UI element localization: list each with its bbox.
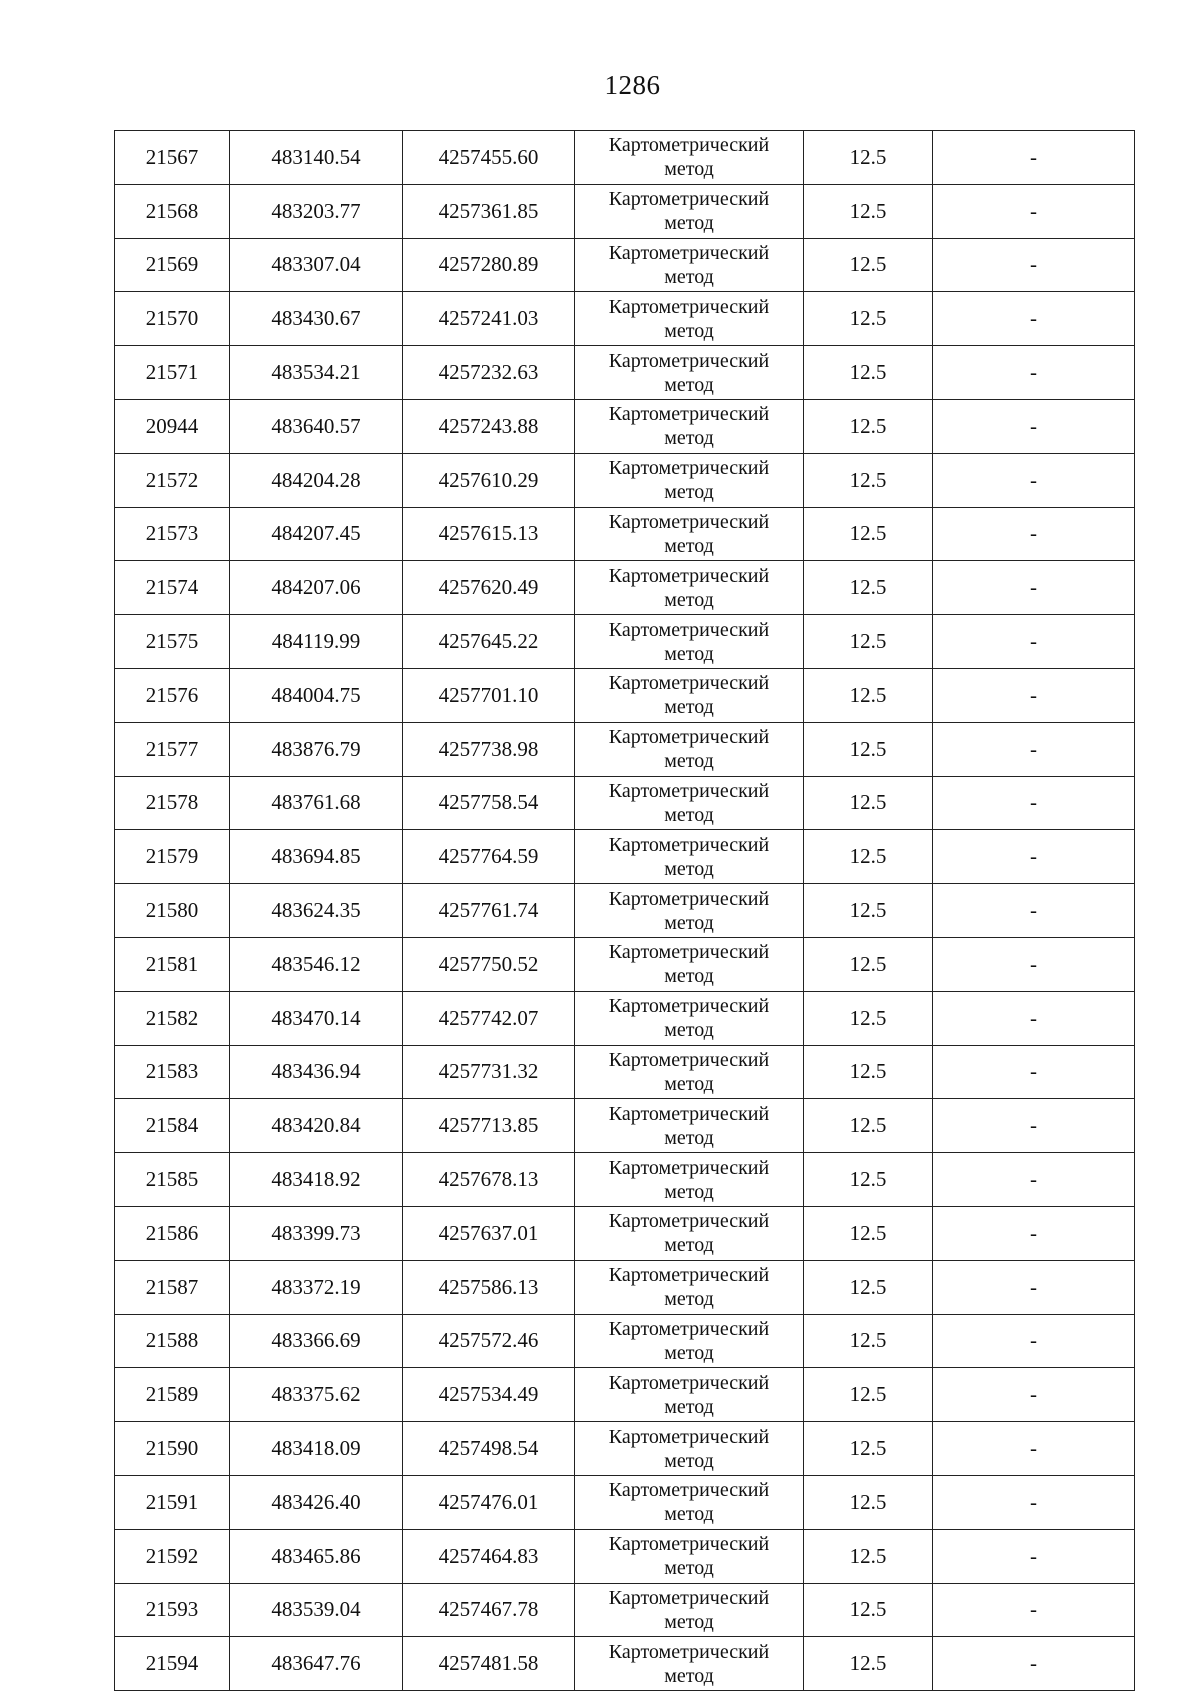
- note-cell: -: [933, 184, 1135, 238]
- x-coordinate-cell: 484207.06: [230, 561, 403, 615]
- table-row: [115, 453, 1135, 507]
- table-row: [115, 1475, 1135, 1529]
- table-row: [115, 1368, 1135, 1422]
- note-cell: -: [933, 1314, 1135, 1368]
- note-cell: -: [933, 1045, 1135, 1099]
- accuracy-cell: 12.5: [804, 1099, 933, 1153]
- method-line: Картометрический: [608, 1264, 770, 1287]
- method-line: метод: [664, 857, 714, 880]
- x-coordinate-cell: 484207.45: [230, 507, 403, 561]
- table-row: [115, 1422, 1135, 1476]
- note-cell: -: [933, 292, 1135, 346]
- note-cell: -: [933, 453, 1135, 507]
- accuracy-cell: 12.5: [804, 1583, 933, 1637]
- method-cell: [575, 1260, 804, 1314]
- y-coordinate-cell: 4257476.01: [403, 1475, 575, 1529]
- note-cell: -: [933, 991, 1135, 1045]
- method-cell: [575, 346, 804, 400]
- method-line: Картометрический: [608, 457, 770, 480]
- y-coordinate-cell: 4257645.22: [403, 615, 575, 669]
- y-coordinate-cell: 4257615.13: [403, 507, 575, 561]
- x-coordinate-cell: 483418.92: [230, 1153, 403, 1207]
- note-cell: -: [933, 1260, 1135, 1314]
- method-line: Картометрический: [608, 564, 770, 587]
- note-cell: -: [933, 668, 1135, 722]
- method-line: Картометрический: [608, 995, 770, 1018]
- method-cell: [575, 1153, 804, 1207]
- note-cell: -: [933, 722, 1135, 776]
- x-coordinate-cell: 483546.12: [230, 937, 403, 991]
- note-cell: -: [933, 1583, 1135, 1637]
- point-id-cell: 21594: [115, 1637, 230, 1691]
- y-coordinate-cell: 4257481.58: [403, 1637, 575, 1691]
- method-line: Картометрический: [608, 1156, 770, 1179]
- method-line: Картометрический: [608, 1640, 770, 1663]
- table-row: [115, 776, 1135, 830]
- point-id-cell: 21581: [115, 937, 230, 991]
- y-coordinate-cell: 4257241.03: [403, 292, 575, 346]
- x-coordinate-cell: 483624.35: [230, 884, 403, 938]
- note-cell: -: [933, 1206, 1135, 1260]
- table-row: [115, 561, 1135, 615]
- accuracy-cell: 12.5: [804, 1260, 933, 1314]
- method-line: метод: [664, 1288, 714, 1311]
- method-line: Картометрический: [608, 241, 770, 264]
- x-coordinate-cell: 483366.69: [230, 1314, 403, 1368]
- accuracy-cell: 12.5: [804, 346, 933, 400]
- point-id-cell: 21570: [115, 292, 230, 346]
- method-line: Картометрический: [608, 1371, 770, 1394]
- y-coordinate-cell: 4257572.46: [403, 1314, 575, 1368]
- accuracy-cell: 12.5: [804, 1206, 933, 1260]
- note-cell: -: [933, 830, 1135, 884]
- table-row: [115, 131, 1135, 185]
- x-coordinate-cell: 483418.09: [230, 1422, 403, 1476]
- point-id-cell: 21571: [115, 346, 230, 400]
- point-id-cell: 21567: [115, 131, 230, 185]
- point-id-cell: 20944: [115, 399, 230, 453]
- method-line: метод: [664, 265, 714, 288]
- table-row: [115, 884, 1135, 938]
- table-row: [115, 1206, 1135, 1260]
- point-id-cell: 21573: [115, 507, 230, 561]
- point-id-cell: 21584: [115, 1099, 230, 1153]
- method-line: метод: [664, 212, 714, 235]
- point-id-cell: 21593: [115, 1583, 230, 1637]
- note-cell: -: [933, 615, 1135, 669]
- table-row: [115, 399, 1135, 453]
- accuracy-cell: 12.5: [804, 991, 933, 1045]
- method-line: метод: [664, 158, 714, 181]
- y-coordinate-cell: 4257750.52: [403, 937, 575, 991]
- method-line: метод: [664, 1019, 714, 1042]
- y-coordinate-cell: 4257713.85: [403, 1099, 575, 1153]
- method-line: метод: [664, 803, 714, 826]
- method-line: Картометрический: [608, 1479, 770, 1502]
- y-coordinate-cell: 4257498.54: [403, 1422, 575, 1476]
- table-row: [115, 1583, 1135, 1637]
- point-id-cell: 21588: [115, 1314, 230, 1368]
- x-coordinate-cell: 483761.68: [230, 776, 403, 830]
- method-cell: [575, 184, 804, 238]
- method-line: метод: [664, 1234, 714, 1257]
- point-id-cell: 21582: [115, 991, 230, 1045]
- point-id-cell: 21568: [115, 184, 230, 238]
- point-id-cell: 21587: [115, 1260, 230, 1314]
- x-coordinate-cell: 483647.76: [230, 1637, 403, 1691]
- method-cell: [575, 561, 804, 615]
- accuracy-cell: 12.5: [804, 1422, 933, 1476]
- accuracy-cell: 12.5: [804, 507, 933, 561]
- method-line: Картометрический: [608, 295, 770, 318]
- method-cell: [575, 1206, 804, 1260]
- accuracy-cell: 12.5: [804, 131, 933, 185]
- point-id-cell: 21577: [115, 722, 230, 776]
- note-cell: -: [933, 1099, 1135, 1153]
- table-row: [115, 238, 1135, 292]
- x-coordinate-cell: 483876.79: [230, 722, 403, 776]
- accuracy-cell: 12.5: [804, 937, 933, 991]
- method-cell: [575, 1475, 804, 1529]
- method-line: Картометрический: [608, 833, 770, 856]
- method-cell: [575, 668, 804, 722]
- method-line: метод: [664, 534, 714, 557]
- accuracy-cell: 12.5: [804, 668, 933, 722]
- method-cell: [575, 1314, 804, 1368]
- method-cell: [575, 937, 804, 991]
- x-coordinate-cell: 484119.99: [230, 615, 403, 669]
- accuracy-cell: 12.5: [804, 830, 933, 884]
- y-coordinate-cell: 4257586.13: [403, 1260, 575, 1314]
- method-cell: [575, 292, 804, 346]
- table-row: [115, 937, 1135, 991]
- method-cell: [575, 722, 804, 776]
- y-coordinate-cell: 4257701.10: [403, 668, 575, 722]
- point-id-cell: 21585: [115, 1153, 230, 1207]
- table-row: [115, 1045, 1135, 1099]
- method-cell: [575, 1045, 804, 1099]
- method-cell: [575, 1637, 804, 1691]
- point-id-cell: 21586: [115, 1206, 230, 1260]
- table-row: [115, 615, 1135, 669]
- method-cell: [575, 131, 804, 185]
- point-id-cell: 21572: [115, 453, 230, 507]
- y-coordinate-cell: 4257455.60: [403, 131, 575, 185]
- point-id-cell: 21579: [115, 830, 230, 884]
- method-line: метод: [664, 319, 714, 342]
- accuracy-cell: 12.5: [804, 1045, 933, 1099]
- point-id-cell: 21589: [115, 1368, 230, 1422]
- x-coordinate-cell: 483534.21: [230, 346, 403, 400]
- x-coordinate-cell: 483426.40: [230, 1475, 403, 1529]
- point-id-cell: 21591: [115, 1475, 230, 1529]
- table-row: [115, 507, 1135, 561]
- method-cell: [575, 991, 804, 1045]
- x-coordinate-cell: 483307.04: [230, 238, 403, 292]
- accuracy-cell: 12.5: [804, 1368, 933, 1422]
- method-line: метод: [664, 1395, 714, 1418]
- x-coordinate-cell: 483203.77: [230, 184, 403, 238]
- note-cell: -: [933, 884, 1135, 938]
- method-cell: [575, 453, 804, 507]
- accuracy-cell: 12.5: [804, 453, 933, 507]
- method-line: метод: [664, 481, 714, 504]
- method-line: метод: [664, 1341, 714, 1364]
- x-coordinate-cell: 483375.62: [230, 1368, 403, 1422]
- accuracy-cell: 12.5: [804, 399, 933, 453]
- method-line: Картометрический: [608, 672, 770, 695]
- method-line: метод: [664, 1664, 714, 1687]
- point-id-cell: 21575: [115, 615, 230, 669]
- accuracy-cell: 12.5: [804, 1637, 933, 1691]
- point-id-cell: 21574: [115, 561, 230, 615]
- coordinates-table-body: [115, 131, 1135, 1691]
- point-id-cell: 21592: [115, 1529, 230, 1583]
- y-coordinate-cell: 4257761.74: [403, 884, 575, 938]
- method-line: метод: [664, 642, 714, 665]
- point-id-cell: 21576: [115, 668, 230, 722]
- method-line: метод: [664, 1610, 714, 1633]
- x-coordinate-cell: 483694.85: [230, 830, 403, 884]
- y-coordinate-cell: 4257742.07: [403, 991, 575, 1045]
- method-line: метод: [664, 1503, 714, 1526]
- method-line: Картометрический: [608, 1586, 770, 1609]
- method-cell: [575, 1099, 804, 1153]
- table-row: [115, 991, 1135, 1045]
- table-row: [115, 1153, 1135, 1207]
- method-line: Картометрический: [608, 134, 770, 157]
- x-coordinate-cell: 483465.86: [230, 1529, 403, 1583]
- note-cell: -: [933, 131, 1135, 185]
- x-coordinate-cell: 483140.54: [230, 131, 403, 185]
- table-row: [115, 1637, 1135, 1691]
- note-cell: -: [933, 507, 1135, 561]
- method-cell: [575, 830, 804, 884]
- method-line: Картометрический: [608, 618, 770, 641]
- point-id-cell: 21580: [115, 884, 230, 938]
- accuracy-cell: 12.5: [804, 1475, 933, 1529]
- accuracy-cell: 12.5: [804, 722, 933, 776]
- method-line: Картометрический: [608, 726, 770, 749]
- note-cell: -: [933, 561, 1135, 615]
- method-cell: [575, 1529, 804, 1583]
- table-row: [115, 722, 1135, 776]
- method-line: метод: [664, 1072, 714, 1095]
- method-line: метод: [664, 373, 714, 396]
- method-line: метод: [664, 1449, 714, 1472]
- x-coordinate-cell: 483430.67: [230, 292, 403, 346]
- note-cell: -: [933, 399, 1135, 453]
- table-row: [115, 668, 1135, 722]
- method-line: Картометрический: [608, 1102, 770, 1125]
- method-line: метод: [664, 588, 714, 611]
- method-line: Картометрический: [608, 887, 770, 910]
- y-coordinate-cell: 4257280.89: [403, 238, 575, 292]
- y-coordinate-cell: 4257764.59: [403, 830, 575, 884]
- x-coordinate-cell: 484204.28: [230, 453, 403, 507]
- x-coordinate-cell: 483539.04: [230, 1583, 403, 1637]
- method-line: метод: [664, 1557, 714, 1580]
- x-coordinate-cell: 484004.75: [230, 668, 403, 722]
- x-coordinate-cell: 483436.94: [230, 1045, 403, 1099]
- y-coordinate-cell: 4257620.49: [403, 561, 575, 615]
- note-cell: -: [933, 1529, 1135, 1583]
- x-coordinate-cell: 483640.57: [230, 399, 403, 453]
- note-cell: -: [933, 1637, 1135, 1691]
- y-coordinate-cell: 4257758.54: [403, 776, 575, 830]
- method-line: метод: [664, 696, 714, 719]
- note-cell: -: [933, 1475, 1135, 1529]
- method-line: Картометрический: [608, 1210, 770, 1233]
- accuracy-cell: 12.5: [804, 1314, 933, 1368]
- page-number: 1286: [604, 70, 661, 100]
- accuracy-cell: 12.5: [804, 184, 933, 238]
- method-line: Картометрический: [608, 403, 770, 426]
- accuracy-cell: 12.5: [804, 776, 933, 830]
- table-row: [115, 1099, 1135, 1153]
- accuracy-cell: 12.5: [804, 292, 933, 346]
- point-id-cell: 21569: [115, 238, 230, 292]
- y-coordinate-cell: 4257464.83: [403, 1529, 575, 1583]
- y-coordinate-cell: 4257637.01: [403, 1206, 575, 1260]
- note-cell: -: [933, 937, 1135, 991]
- x-coordinate-cell: 483470.14: [230, 991, 403, 1045]
- method-cell: [575, 507, 804, 561]
- accuracy-cell: 12.5: [804, 1529, 933, 1583]
- method-cell: [575, 1368, 804, 1422]
- y-coordinate-cell: 4257361.85: [403, 184, 575, 238]
- method-line: метод: [664, 427, 714, 450]
- method-line: Картометрический: [608, 1048, 770, 1071]
- method-line: Картометрический: [608, 1533, 770, 1556]
- table-row: [115, 184, 1135, 238]
- accuracy-cell: 12.5: [804, 615, 933, 669]
- method-line: Картометрический: [608, 188, 770, 211]
- point-id-cell: 21578: [115, 776, 230, 830]
- y-coordinate-cell: 4257610.29: [403, 453, 575, 507]
- method-cell: [575, 615, 804, 669]
- note-cell: -: [933, 1153, 1135, 1207]
- accuracy-cell: 12.5: [804, 1153, 933, 1207]
- method-cell: [575, 1422, 804, 1476]
- note-cell: -: [933, 238, 1135, 292]
- method-line: Картометрический: [608, 510, 770, 533]
- accuracy-cell: 12.5: [804, 884, 933, 938]
- method-line: Картометрический: [608, 349, 770, 372]
- x-coordinate-cell: 483372.19: [230, 1260, 403, 1314]
- coordinates-table: [114, 130, 1135, 1691]
- note-cell: -: [933, 776, 1135, 830]
- method-line: Картометрический: [608, 1425, 770, 1448]
- method-line: Картометрический: [608, 941, 770, 964]
- table-row: [115, 1529, 1135, 1583]
- method-cell: [575, 1583, 804, 1637]
- method-cell: [575, 399, 804, 453]
- y-coordinate-cell: 4257678.13: [403, 1153, 575, 1207]
- accuracy-cell: 12.5: [804, 238, 933, 292]
- point-id-cell: 21590: [115, 1422, 230, 1476]
- note-cell: -: [933, 1422, 1135, 1476]
- method-line: метод: [664, 1180, 714, 1203]
- method-line: Картометрический: [608, 1317, 770, 1340]
- table-row: [115, 1314, 1135, 1368]
- method-line: метод: [664, 750, 714, 773]
- y-coordinate-cell: 4257738.98: [403, 722, 575, 776]
- point-id-cell: 21583: [115, 1045, 230, 1099]
- y-coordinate-cell: 4257467.78: [403, 1583, 575, 1637]
- y-coordinate-cell: 4257534.49: [403, 1368, 575, 1422]
- method-cell: [575, 238, 804, 292]
- y-coordinate-cell: 4257731.32: [403, 1045, 575, 1099]
- method-line: Картометрический: [608, 779, 770, 802]
- table-row: [115, 346, 1135, 400]
- method-line: метод: [664, 965, 714, 988]
- table-row: [115, 292, 1135, 346]
- x-coordinate-cell: 483399.73: [230, 1206, 403, 1260]
- method-line: метод: [664, 911, 714, 934]
- note-cell: -: [933, 346, 1135, 400]
- accuracy-cell: 12.5: [804, 561, 933, 615]
- x-coordinate-cell: 483420.84: [230, 1099, 403, 1153]
- method-cell: [575, 884, 804, 938]
- table-row: [115, 1260, 1135, 1314]
- method-cell: [575, 776, 804, 830]
- y-coordinate-cell: 4257243.88: [403, 399, 575, 453]
- method-line: метод: [664, 1126, 714, 1149]
- note-cell: -: [933, 1368, 1135, 1422]
- y-coordinate-cell: 4257232.63: [403, 346, 575, 400]
- table-row: [115, 830, 1135, 884]
